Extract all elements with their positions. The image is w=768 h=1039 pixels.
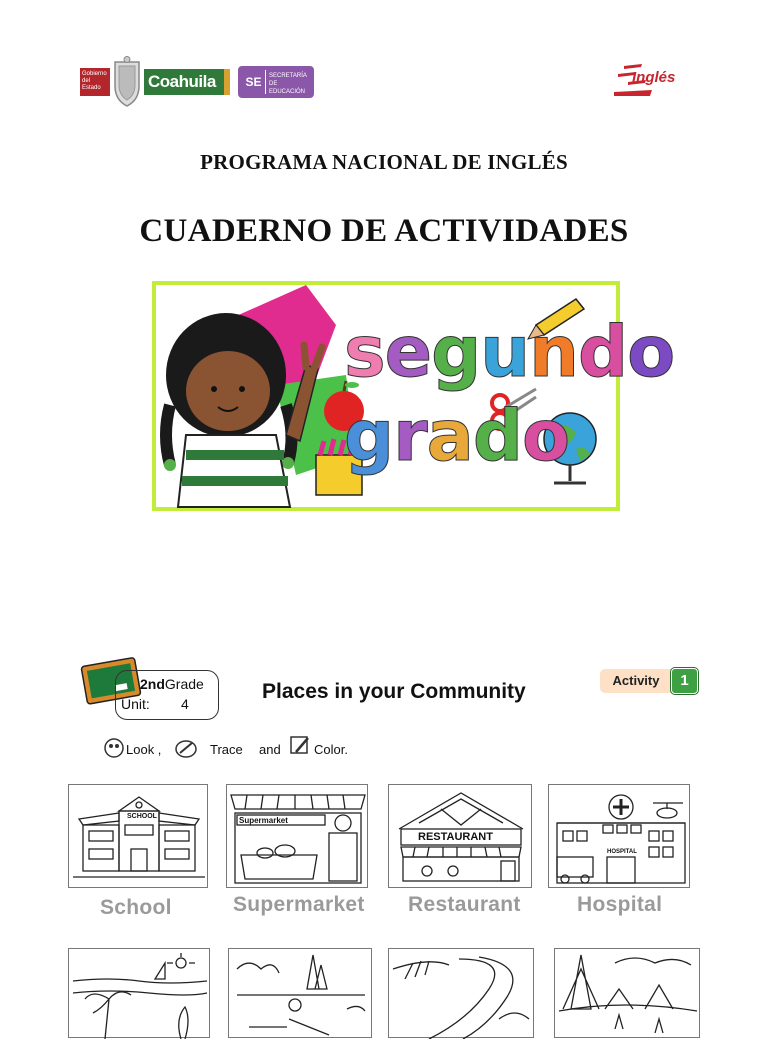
cover-letter: o <box>627 311 675 393</box>
girl-shirt <box>178 435 290 507</box>
hospital-card <box>548 784 690 888</box>
instr-trace: Trace <box>210 742 243 757</box>
instructions <box>102 735 362 763</box>
gov-small-text: Gobierno del Estado <box>80 68 110 96</box>
cover-letter: u <box>480 311 530 393</box>
cover-letter: n <box>529 311 578 393</box>
cover-letter: g <box>431 311 481 393</box>
cover-illustration <box>152 281 675 511</box>
se-text: SECRETARÍA DE EDUCACIÓN <box>269 73 307 95</box>
activity-number: 1 <box>671 668 698 694</box>
cover-letter: a <box>426 395 473 477</box>
hospital-drawing <box>549 785 691 889</box>
forest-drawing <box>555 949 701 1039</box>
cover-word-grado-text <box>344 395 569 477</box>
girl-face <box>186 351 270 431</box>
instr-and: and <box>259 742 281 757</box>
place-label-supermarket: Supermarket <box>233 893 365 916</box>
cover-letter: d <box>472 395 522 477</box>
hospital-sign: HOSPITAL <box>607 849 637 855</box>
program-title: PROGRAMA NACIONAL DE INGLÉS <box>200 150 568 174</box>
road-drawing <box>389 949 535 1039</box>
park-card <box>228 948 372 1038</box>
road-card <box>388 948 534 1038</box>
color-icon <box>288 734 312 756</box>
main-title: CUADERNO DE ACTIVIDADES <box>139 213 629 249</box>
place-label-school: School <box>100 896 172 919</box>
grade-unit-box <box>115 670 219 720</box>
activity-badge <box>600 669 698 693</box>
se-mark: SE <box>242 70 266 94</box>
beach-drawing <box>69 949 211 1039</box>
ingles-wordmark: Inglés <box>632 69 676 86</box>
grade-label: Grade <box>164 676 204 692</box>
coahuila-wordmark: Coahuila <box>144 69 224 95</box>
unit-number: 4 <box>181 696 189 712</box>
secretaria-educacion-logo <box>238 66 314 98</box>
supermarket-drawing <box>227 785 369 889</box>
instr-color: Color. <box>314 742 348 757</box>
forest-card <box>554 948 700 1038</box>
school-sign: SCHOOL <box>127 813 157 820</box>
supermarket-sign: Supermarket <box>239 816 288 825</box>
cover-letter: r <box>393 395 427 477</box>
grade-ordinal: 2nd <box>140 676 165 692</box>
cover-word-grado <box>344 395 570 477</box>
cover-word-segundo <box>344 311 675 393</box>
worksheet-title: Places in your Community <box>262 680 526 703</box>
restaurant-card <box>388 784 532 888</box>
grade-line <box>140 676 204 692</box>
coat-of-arms-icon <box>110 56 144 108</box>
place-label-hospital: Hospital <box>577 893 663 916</box>
cover-letter: o <box>522 395 570 477</box>
supermarket-card <box>226 784 368 888</box>
place-label-restaurant: Restaurant <box>408 893 521 916</box>
cover-letter: s <box>344 311 385 393</box>
activity-label: Activity <box>600 669 672 693</box>
programa-ingles-logo <box>612 58 688 98</box>
school-drawing <box>69 785 209 889</box>
park-drawing <box>229 949 373 1039</box>
instr-look: Look , <box>126 742 162 757</box>
cover-letter: d <box>577 311 628 393</box>
restaurant-sign: RESTAURANT <box>418 831 493 843</box>
cover-letter: e <box>384 311 432 393</box>
gobierno-coahuila-logo <box>80 56 230 108</box>
cover-letter: g <box>344 395 394 477</box>
look-icon <box>102 737 126 759</box>
beach-card <box>68 948 210 1038</box>
trace-icon <box>174 737 198 759</box>
unit-label: Unit: <box>121 696 150 712</box>
cover-word-segundo-text <box>344 311 674 393</box>
school-card <box>68 784 208 888</box>
